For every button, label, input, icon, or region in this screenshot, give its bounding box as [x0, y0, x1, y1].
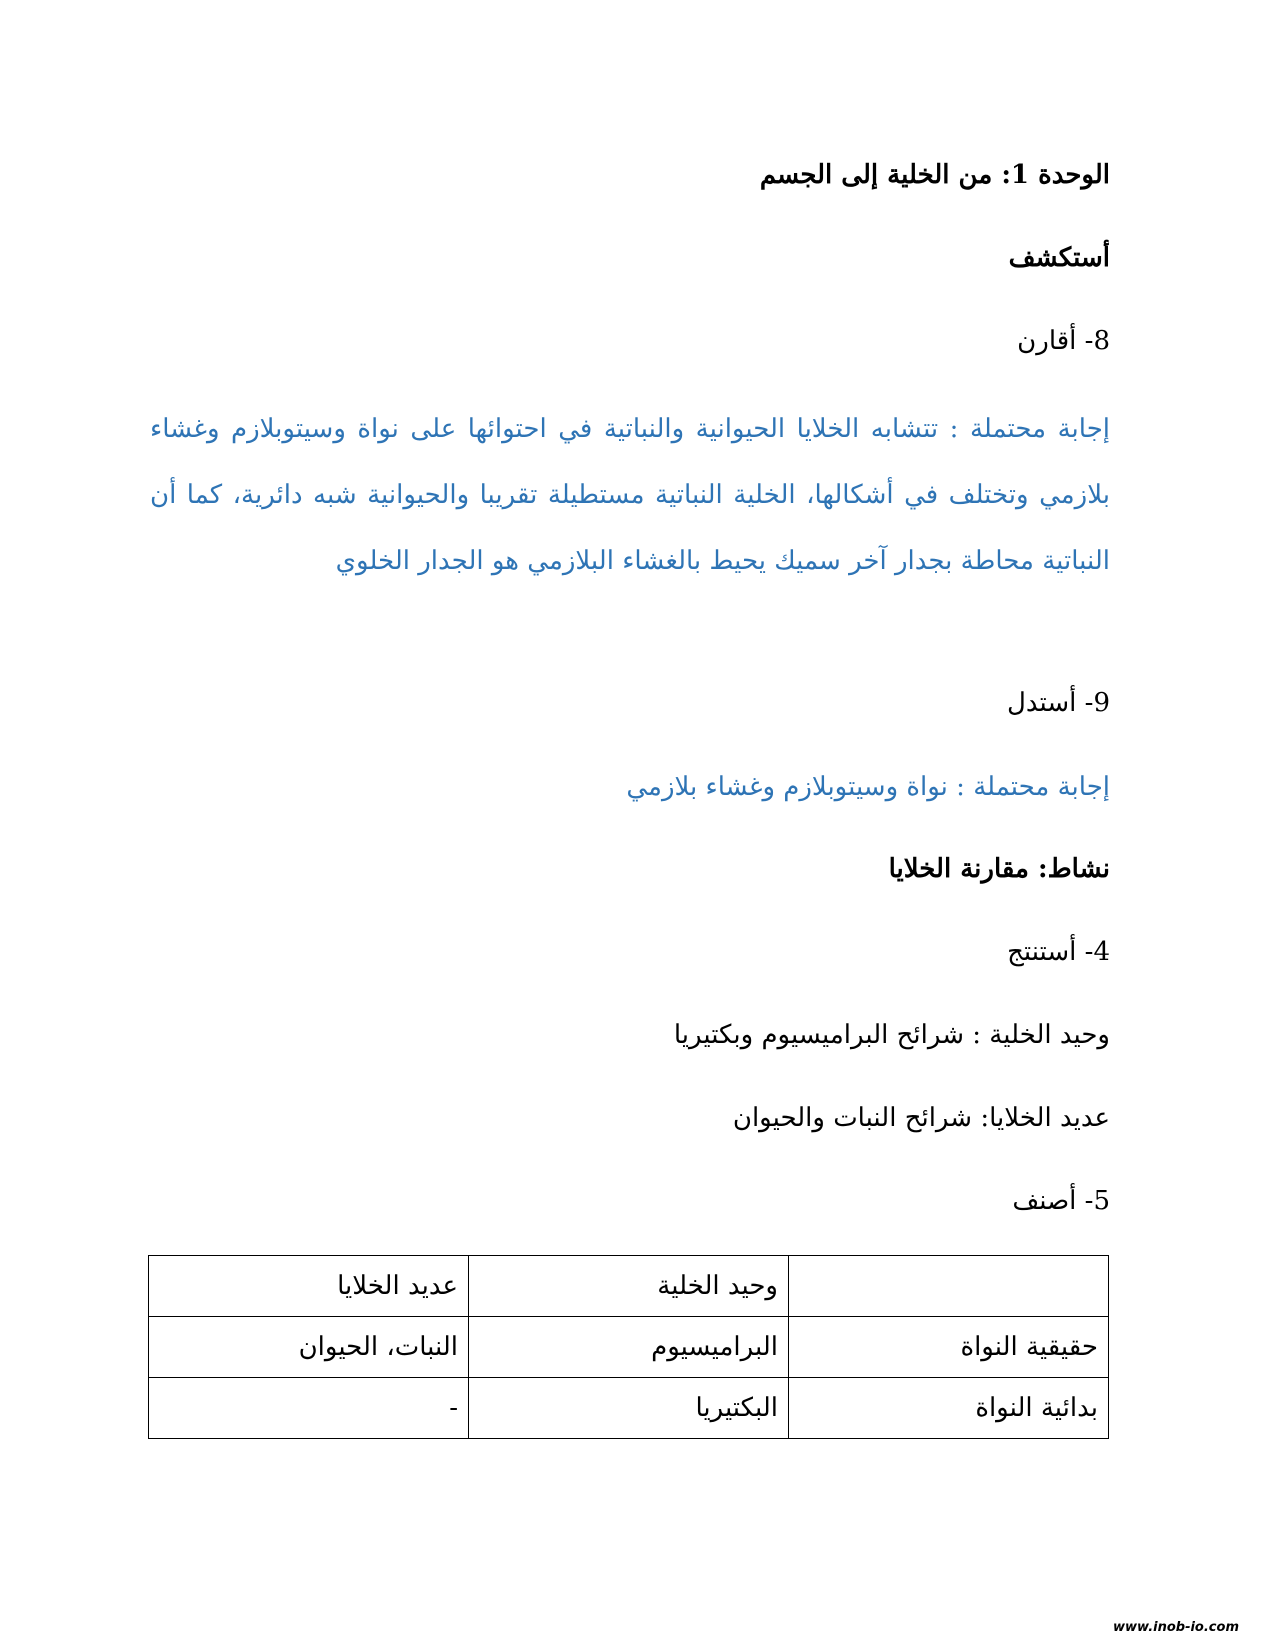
- unit-title: الوحدة 1: من الخلية إلى الجسم: [759, 160, 1110, 190]
- table-cell: وحيد الخلية: [469, 1256, 789, 1317]
- section-heading: أستكشف: [1008, 243, 1110, 273]
- table-cell: بدائية النواة: [789, 1378, 1109, 1439]
- answer-9: إجابة محتملة : نواة وسيتوبلازم وغشاء بلازمي: [626, 772, 1110, 802]
- question-8: 8- أقارن: [1017, 326, 1110, 356]
- table-cell: عديد الخلايا: [149, 1256, 469, 1317]
- unicellular-line: وحيد الخلية : شرائح البراميسيوم وبكتيريا: [673, 1020, 1110, 1050]
- multicellular-line: عديد الخلايا: شرائح النبات والحيوان: [732, 1103, 1110, 1133]
- table-cell: النبات، الحيوان: [149, 1317, 469, 1378]
- question-4: 4- أستنتج: [1007, 937, 1110, 967]
- table-cell: -: [149, 1378, 469, 1439]
- table-cell: حقيقية النواة: [789, 1317, 1109, 1378]
- table-cell: البراميسيوم: [469, 1317, 789, 1378]
- answer-8: إجابة محتملة : تتشابه الخلايا الحيوانية والنباتية في احتوائها على نواة وسيتوبلازم وغشاء بلازمي وتختلف في أشكالها، الخلية النباتية مستطيلة تقريبا والحيوانية شبه دائرية، كما أن النباتية محاطة بجدار آخر سميك يحيط بالغشاء البلازمي هو الجدار الخلوي: [150, 414, 1110, 576]
- watermark: www.inob-io.com: [1113, 1620, 1239, 1635]
- classification-table: [148, 1255, 1109, 1439]
- question-5: 5- أصنف: [1012, 1186, 1110, 1216]
- table-cell: [789, 1256, 1109, 1317]
- table-header-row: [149, 1256, 1109, 1317]
- table-cell: البكتيريا: [469, 1378, 789, 1439]
- question-9: 9- أستدل: [1007, 688, 1110, 718]
- activity-heading: نشاط: مقارنة الخلايا: [888, 854, 1110, 884]
- table-row: [149, 1378, 1109, 1439]
- table-row: [149, 1317, 1109, 1378]
